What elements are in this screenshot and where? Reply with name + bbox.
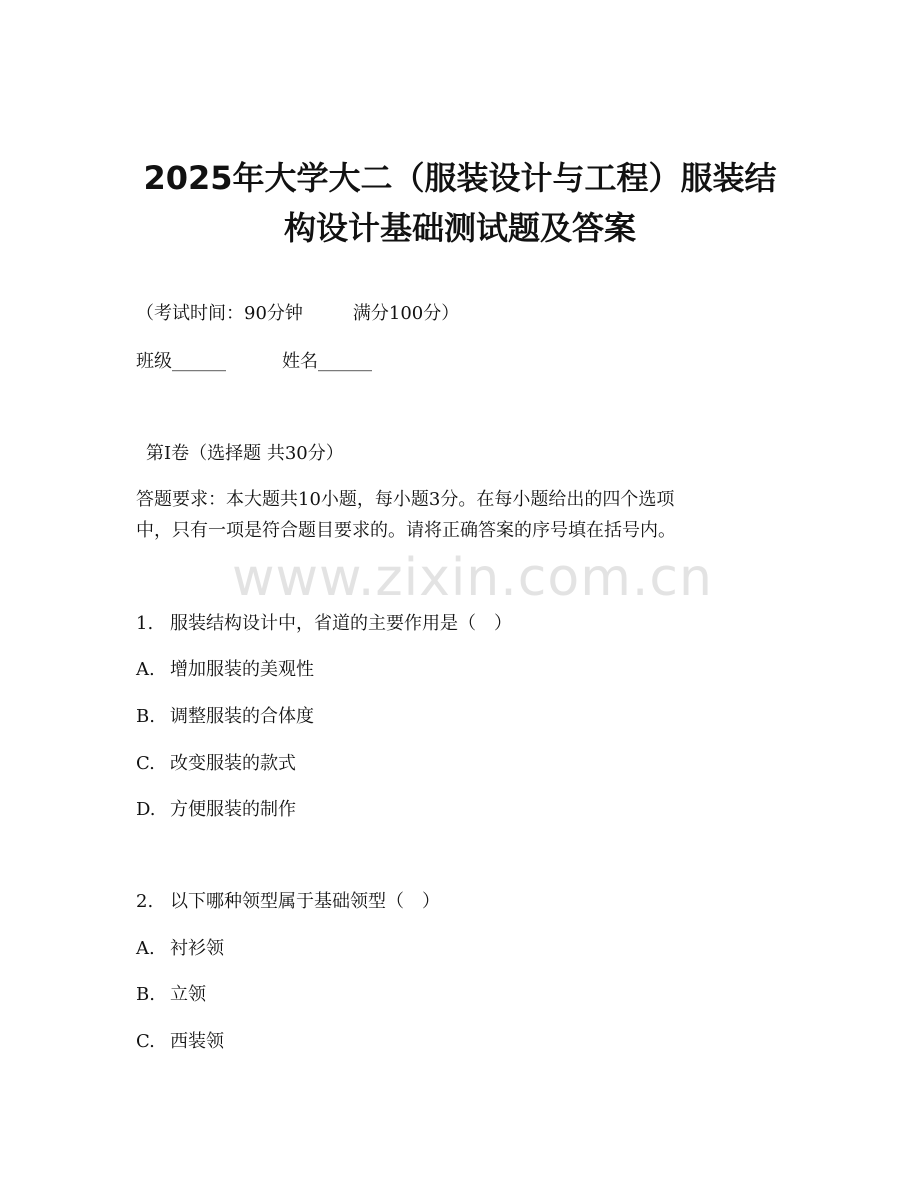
question-number: 2.	[136, 891, 154, 912]
question-1-option-d	[136, 798, 296, 822]
document-title-line-1: 2025年大学大二（服装设计与工程）服装结	[143, 159, 777, 197]
question-1-option-c	[136, 752, 296, 776]
option-text: 增加服装的美观性	[170, 659, 314, 680]
question-number: 1.	[136, 613, 154, 634]
question-2	[136, 890, 440, 914]
document-title-line-2: 构设计基础测试题及答案	[283, 209, 636, 247]
option-text: 方便服装的制作	[170, 799, 296, 820]
option-text: 调整服装的合体度	[170, 706, 314, 727]
exam-time: （考试时间：90分钟	[136, 303, 303, 324]
instructions-line-1: 答题要求：本大题共10小题，每小题3分。在每小题给出的四个选项	[136, 489, 675, 510]
option-text: 西装领	[170, 1031, 224, 1052]
exam-info	[136, 302, 459, 326]
exam-score: 满分100分）	[352, 303, 460, 324]
option-letter: C.	[136, 1031, 155, 1052]
option-letter: B.	[136, 706, 155, 727]
question-text: 服装结构设计中，省道的主要作用是（ ）	[170, 613, 512, 634]
question-1	[136, 612, 512, 636]
question-1-option-b	[136, 705, 314, 729]
section-header: 第I卷（选择题 共30分）	[146, 443, 344, 464]
question-2-option-c	[136, 1030, 224, 1054]
option-letter: C.	[136, 753, 155, 774]
question-text: 以下哪种领型属于基础领型（ ）	[170, 891, 440, 912]
option-letter: B.	[136, 984, 155, 1005]
option-letter: A.	[136, 938, 155, 959]
watermark: www.zixin.com.cn	[232, 548, 713, 608]
name-field-label: 姓名______	[282, 351, 372, 372]
student-info	[136, 350, 372, 374]
option-letter: A.	[136, 659, 155, 680]
option-text: 立领	[170, 984, 206, 1005]
option-text: 衬衫领	[170, 938, 224, 959]
option-text: 改变服装的款式	[170, 753, 296, 774]
instructions-line-2: 中，只有一项是符合题目要求的。请将正确答案的序号填在括号内。	[136, 520, 676, 541]
question-2-option-a	[136, 937, 224, 961]
class-field-label: 班级______	[136, 351, 226, 372]
question-2-option-b	[136, 983, 206, 1007]
question-1-option-a	[136, 658, 314, 682]
option-letter: D.	[136, 799, 156, 820]
